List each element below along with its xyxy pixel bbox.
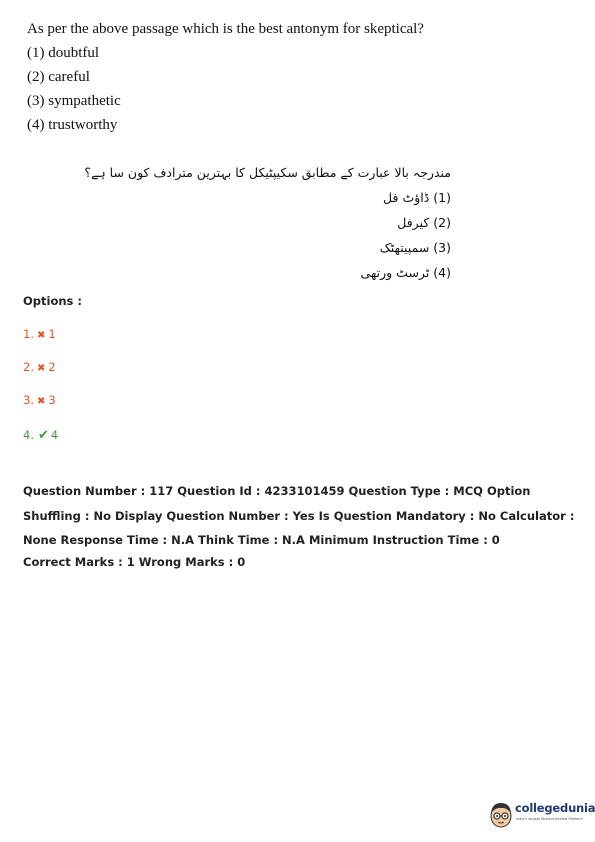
question-option-urdu: (4) ٹرسٹ ورتھی [360,265,451,280]
answer-option-4 [23,428,58,443]
option-number: 3. [23,393,34,407]
option-number: 1. [23,327,34,341]
marks-info: Correct Marks : 1 Wrong Marks : 0 [23,555,246,569]
check-icon: ✔ [37,428,49,443]
cross-icon: ✖ [36,330,46,341]
cross-icon: ✖ [36,396,46,407]
option-value: 1 [48,327,56,341]
logo-brand: collegedunia [515,801,595,815]
question-urdu [84,160,451,285]
question-option-urdu: (3) سمپیتھٹک [379,240,451,255]
answer-option-2 [23,360,56,374]
option-number: 2. [23,360,34,374]
question-stem-urdu: مندرجہ بالا عبارت کے مطابق سکیپٹیکل کا بہترین مترادف کون سا ہے؟ [84,165,451,180]
option-value: 3 [48,393,56,407]
question-stem: As per the above passage which is the best antonym for skeptical? [27,21,424,37]
question-option: (3) sympathetic [27,93,121,109]
question-english [27,17,567,137]
question-metadata: Question Number : 117 Question Id : 4233101459 Question Type : MCQ Option Shuffling : No Display Question Number : Yes Is Question Mandatory : No Calculator : None Response Time : N.A Think Time : N.A Minimum Instruction Time : 0 [23,484,575,547]
mascot-icon [488,799,514,829]
question-option-urdu: (2) کیرفل [397,215,451,230]
logo-tagline: India's largest Student Review Platform [516,817,583,821]
answer-option-3 [23,393,56,407]
collegedunia-logo [488,797,595,833]
answer-option-1 [23,327,56,341]
question-option: (4) trustworthy [27,117,118,133]
cross-icon: ✖ [36,363,46,374]
option-value: 4 [50,428,59,442]
option-value: 2 [48,360,56,374]
options-heading: Options : [23,294,82,308]
question-option: (1) doubtful [27,45,100,61]
option-number: 4. [23,428,34,442]
question-option-urdu: (1) ڈاؤٹ فل [383,190,451,205]
question-option: (2) careful [27,69,90,85]
